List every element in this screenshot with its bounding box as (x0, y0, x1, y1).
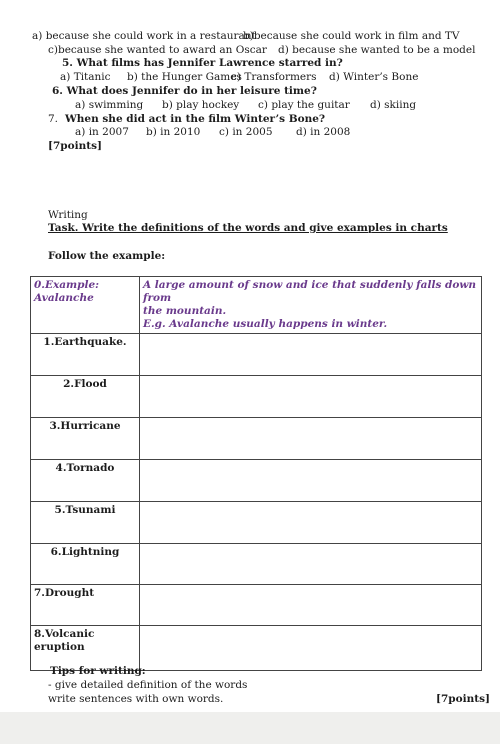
follow-example: Follow the example: (48, 250, 166, 262)
answer-cell[interactable] (140, 376, 482, 418)
example-sentence: E.g. Avalanche usually happens in winter. (143, 318, 388, 330)
answer-cell[interactable] (140, 544, 482, 585)
table-row (31, 544, 482, 585)
q5-option-c: c) Transformers (231, 71, 317, 83)
writing-points: [7points] (436, 693, 490, 705)
q4-option-a: a) because she could work in a restaurant (32, 30, 256, 42)
q6-option-d: d) skiing (370, 99, 417, 111)
word-cell: 4.Tornado (31, 460, 140, 502)
answer-cell[interactable] (140, 418, 482, 460)
table-row (31, 376, 482, 418)
q4-option-c: c)because she wanted to award an Oscar (48, 44, 267, 56)
q6-option-c: c) play the guitar (258, 99, 350, 111)
table-row (31, 585, 482, 626)
writing-task: Task. Write the definitions of the words and give examples in charts (48, 222, 448, 234)
q7-option-d: d) in 2008 (296, 126, 351, 138)
q5-option-d: d) Winter’s Bone (329, 71, 419, 83)
word-cell: 8.Volcanic eruption (31, 626, 140, 671)
q7-number: 7. (48, 113, 59, 125)
example-row (31, 277, 482, 334)
q5-option-b: b) the Hunger Games (127, 71, 242, 83)
example-label: 0.Example: (34, 279, 100, 291)
q5-option-a: a) Titanic (60, 71, 111, 83)
tips-line2: write sentences with own words. (48, 693, 224, 705)
q6-title: 6. What does Jennifer do in her leisure time? (52, 85, 317, 97)
tips-line1: - give detailed definition of the words (48, 679, 248, 691)
answer-cell[interactable] (140, 334, 482, 376)
example-word: Avalanche (34, 292, 94, 304)
example-definition-line2: the mountain. (143, 305, 227, 317)
example-definition-cell (140, 277, 482, 334)
word-cell: 5.Tsunami (31, 502, 140, 544)
q5-title: 5. What films has Jennifer Lawrence starred in? (62, 57, 343, 69)
q6-option-a: a) swimming (75, 99, 144, 111)
word-cell: 1.Earthquake. (31, 334, 140, 376)
q7-option-a: a) in 2007 (75, 126, 129, 138)
table-row (31, 334, 482, 376)
word-cell: 7.Drought (31, 585, 140, 626)
tips-title: Tips for writing: (50, 665, 146, 677)
answer-cell[interactable] (140, 626, 482, 671)
table-row (31, 460, 482, 502)
word-cell: 2.Flood (31, 376, 140, 418)
q4-option-d: d) because she wanted to be a model (278, 44, 476, 56)
example-definition-line1: A large amount of snow and ice that suddenly falls down from (143, 279, 477, 304)
table-row (31, 502, 482, 544)
q7-option-c: c) in 2005 (219, 126, 273, 138)
answer-cell[interactable] (140, 585, 482, 626)
table-row (31, 418, 482, 460)
q7-option-b: b) in 2010 (146, 126, 201, 138)
word-cell: 6.Lightning (31, 544, 140, 585)
answer-cell[interactable] (140, 460, 482, 502)
example-word-cell (31, 277, 140, 334)
page-bottom-band (0, 712, 500, 744)
writing-heading: Writing (48, 209, 88, 221)
q6-option-b: b) play hockey (162, 99, 240, 111)
q7-title: When she did act in the film Winter’s Bone? (65, 113, 326, 125)
reading-points: [7points] (48, 140, 102, 152)
q4-option-b: b)because she could work in film and TV (243, 30, 460, 42)
word-cell: 3.Hurricane (31, 418, 140, 460)
definitions-table (30, 276, 482, 671)
table-row (31, 626, 482, 671)
answer-cell[interactable] (140, 502, 482, 544)
